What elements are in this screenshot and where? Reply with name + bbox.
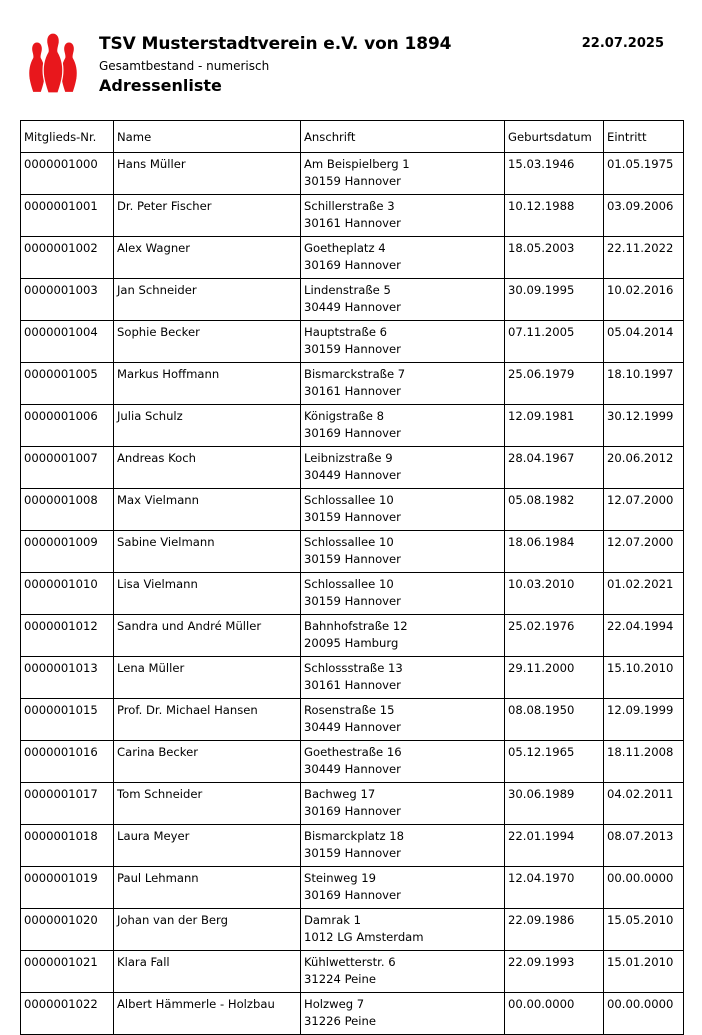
entry-date-cell (604, 741, 684, 783)
cell-text-birth: 08.08.1950 (508, 703, 575, 717)
cell-text-nr: 0000001002 (24, 241, 98, 255)
cell-text-name: Andreas Koch (117, 451, 196, 465)
cell-text-street: Bahnhofstraße 12 (304, 619, 408, 633)
entry-date-cell (604, 783, 684, 825)
cell-text-street: Königstraße 8 (304, 409, 385, 423)
cell-text-entry: 12.07.2000 (607, 535, 674, 549)
birth-date-cell (505, 489, 604, 531)
cell-text-street: Damrak 1 (304, 913, 361, 927)
cell-text-entry: 15.10.2010 (607, 661, 674, 675)
birth-date-cell (505, 447, 604, 489)
entry-date-cell (604, 195, 684, 237)
cell-text-city: 30169 Hannover (304, 888, 401, 902)
member-number-cell (21, 909, 114, 951)
member-number-cell (21, 447, 114, 489)
birth-date-cell (505, 699, 604, 741)
cell-text-city: 30449 Hannover (304, 720, 401, 734)
cell-text-name: Paul Lehmann (117, 871, 199, 885)
column-header-member-number: Mitglieds-Nr. (21, 121, 114, 153)
entry-date-cell (604, 909, 684, 951)
report-date: 22.07.2025 (581, 36, 664, 51)
cell-text-name: Carina Becker (117, 745, 198, 759)
table-row (21, 195, 684, 237)
member-number-cell (21, 573, 114, 615)
cell-text-name: Jan Schneider (117, 283, 197, 297)
cell-text-street: Kühlwetterstr. 6 (304, 955, 396, 969)
cell-text-birth: 25.02.1976 (508, 619, 575, 633)
cell-text-entry: 03.09.2006 (607, 199, 674, 213)
cell-text-nr: 0000001020 (24, 913, 98, 927)
cell-text-entry: 10.02.2016 (607, 283, 674, 297)
member-name-cell (114, 867, 301, 909)
bowling-pin-3 (43, 33, 63, 93)
cell-text-nr: 0000001013 (24, 661, 98, 675)
member-name-cell (114, 237, 301, 279)
member-address-cell (301, 363, 505, 405)
cell-text-birth: 10.03.2010 (508, 577, 575, 591)
cell-text-street: Schillerstraße 3 (304, 199, 395, 213)
cell-text-birth: 25.06.1979 (508, 367, 575, 381)
cell-text-entry: 12.07.2000 (607, 493, 674, 507)
cell-text-nr: 0000001021 (24, 955, 98, 969)
table-row (21, 363, 684, 405)
table-row (21, 615, 684, 657)
birth-date-cell (505, 741, 604, 783)
table-row (21, 489, 684, 531)
table-row (21, 153, 684, 195)
cell-text-nr: 0000001005 (24, 367, 98, 381)
table-row (21, 909, 684, 951)
cell-text-nr: 0000001004 (24, 325, 98, 339)
member-number-cell (21, 783, 114, 825)
member-name-cell (114, 783, 301, 825)
cell-text-city: 30449 Hannover (304, 468, 401, 482)
cell-text-city: 30161 Hannover (304, 678, 401, 692)
cell-text-birth: 12.04.1970 (508, 871, 575, 885)
cell-text-entry: 01.02.2021 (607, 577, 674, 591)
cell-text-entry: 12.09.1999 (607, 703, 674, 717)
member-name-cell (114, 195, 301, 237)
table-row (21, 447, 684, 489)
entry-date-cell (604, 573, 684, 615)
member-address-cell (301, 867, 505, 909)
cell-text-entry: 08.07.2013 (607, 829, 674, 843)
cell-text-city: 30169 Hannover (304, 258, 401, 272)
birth-date-cell (505, 573, 604, 615)
cell-text-entry: 05.04.2014 (607, 325, 674, 339)
member-number-cell (21, 615, 114, 657)
cell-text-entry: 30.12.1999 (607, 409, 674, 423)
cell-text-name: Albert Hämmerle - Holzbau (117, 997, 275, 1011)
cell-text-city: 31224 Peine (304, 972, 376, 986)
member-number-cell (21, 741, 114, 783)
cell-text-street: Bismarckstraße 7 (304, 367, 406, 381)
cell-text-entry: 00.00.0000 (607, 871, 674, 885)
birth-date-cell (505, 321, 604, 363)
member-number-cell (21, 405, 114, 447)
birth-date-cell (505, 867, 604, 909)
table-header-row (21, 121, 684, 153)
cell-text-city: 30169 Hannover (304, 426, 401, 440)
member-address-table (20, 120, 684, 1035)
member-address-cell (301, 825, 505, 867)
cell-text-entry: 15.01.2010 (607, 955, 674, 969)
cell-text-entry: 15.05.2010 (607, 913, 674, 927)
cell-text-nr: 0000001015 (24, 703, 98, 717)
member-address-cell (301, 909, 505, 951)
cell-text-city: 30159 Hannover (304, 174, 401, 188)
member-address-cell (301, 531, 505, 573)
cell-text-name: Julia Schulz (117, 409, 183, 423)
entry-date-cell (604, 867, 684, 909)
member-name-cell (114, 909, 301, 951)
table-row (21, 783, 684, 825)
cell-text-street: Schlossstraße 13 (304, 661, 403, 675)
cell-text-nr: 0000001017 (24, 787, 98, 801)
cell-text-birth: 10.12.1988 (508, 199, 575, 213)
member-number-cell (21, 153, 114, 195)
cell-text-entry: 00.00.0000 (607, 997, 674, 1011)
member-number-cell (21, 279, 114, 321)
cell-text-city: 30161 Hannover (304, 216, 401, 230)
cell-text-entry: 04.02.2011 (607, 787, 674, 801)
cell-text-birth: 22.01.1994 (508, 829, 575, 843)
birth-date-cell (505, 657, 604, 699)
member-name-cell (114, 279, 301, 321)
member-address-cell (301, 321, 505, 363)
member-address-cell (301, 279, 505, 321)
birth-date-cell (505, 783, 604, 825)
table-row (21, 699, 684, 741)
cell-text-street: Holzweg 7 (304, 997, 365, 1011)
member-number-cell (21, 363, 114, 405)
column-header-entry-date: Eintritt (604, 121, 684, 153)
birth-date-cell (505, 153, 604, 195)
entry-date-cell (604, 447, 684, 489)
cell-text-entry: 18.11.2008 (607, 745, 674, 759)
cell-text-street: Bachweg 17 (304, 787, 376, 801)
cell-text-nr: 0000001012 (24, 619, 98, 633)
member-name-cell (114, 321, 301, 363)
cell-text-street: Leibnizstraße 9 (304, 451, 393, 465)
column-header-address: Anschrift (301, 121, 505, 153)
cell-text-name: Laura Meyer (117, 829, 190, 843)
entry-date-cell (604, 153, 684, 195)
member-name-cell (114, 951, 301, 993)
cell-text-street: Am Beispielberg 1 (304, 157, 410, 171)
club-name: TSV Musterstadtverein e.V. von 1894 (99, 34, 452, 54)
entry-date-cell (604, 825, 684, 867)
member-name-cell (114, 447, 301, 489)
table-row (21, 867, 684, 909)
birth-date-cell (505, 237, 604, 279)
cell-text-nr: 0000001019 (24, 871, 98, 885)
cell-text-birth: 05.08.1982 (508, 493, 575, 507)
entry-date-cell (604, 657, 684, 699)
cell-text-city: 30159 Hannover (304, 594, 401, 608)
cell-text-city: 30161 Hannover (304, 384, 401, 398)
member-name-cell (114, 363, 301, 405)
birth-date-cell (505, 363, 604, 405)
cell-text-name: Sophie Becker (117, 325, 200, 339)
table-row (21, 321, 684, 363)
cell-text-street: Goetheplatz 4 (304, 241, 386, 255)
entry-date-cell (604, 615, 684, 657)
column-header-birth-date: Geburtsdatum (505, 121, 604, 153)
cell-text-name: Dr. Peter Fischer (117, 199, 212, 213)
cell-text-street: Rosenstraße 15 (304, 703, 395, 717)
cell-text-nr: 0000001000 (24, 157, 98, 171)
member-name-cell (114, 615, 301, 657)
member-name-cell (114, 825, 301, 867)
member-address-cell (301, 741, 505, 783)
member-name-cell (114, 531, 301, 573)
report-subtitle: Gesamtbestand - numerisch (99, 59, 270, 73)
cell-text-street: Lindenstraße 5 (304, 283, 391, 297)
cell-text-city: 30159 Hannover (304, 846, 401, 860)
cell-text-street: Bismarckplatz 18 (304, 829, 404, 843)
table-row (21, 993, 684, 1035)
table-row (21, 951, 684, 993)
cell-text-birth: 15.03.1946 (508, 157, 575, 171)
entry-date-cell (604, 699, 684, 741)
cell-text-birth: 30.09.1995 (508, 283, 575, 297)
member-address-cell (301, 447, 505, 489)
entry-date-cell (604, 237, 684, 279)
member-address-cell (301, 951, 505, 993)
cell-text-birth: 05.12.1965 (508, 745, 575, 759)
cell-text-entry: 01.05.1975 (607, 157, 674, 171)
cell-text-city: 20095 Hamburg (304, 636, 399, 650)
cell-text-birth: 07.11.2005 (508, 325, 575, 339)
entry-date-cell (604, 951, 684, 993)
cell-text-birth: 00.00.0000 (508, 997, 575, 1011)
birth-date-cell (505, 909, 604, 951)
member-number-cell (21, 993, 114, 1035)
cell-text-name: Markus Hoffmann (117, 367, 220, 381)
cell-text-nr: 0000001022 (24, 997, 98, 1011)
member-number-cell (21, 699, 114, 741)
birth-date-cell (505, 195, 604, 237)
cell-text-birth: 22.09.1993 (508, 955, 575, 969)
cell-text-name: Hans Müller (117, 157, 186, 171)
birth-date-cell (505, 951, 604, 993)
entry-date-cell (604, 993, 684, 1035)
table-row (21, 531, 684, 573)
cell-text-name: Johan van der Berg (117, 913, 228, 927)
member-address-cell (301, 657, 505, 699)
member-address-cell (301, 405, 505, 447)
member-number-cell (21, 867, 114, 909)
birth-date-cell (505, 405, 604, 447)
table-row (21, 573, 684, 615)
birth-date-cell (505, 279, 604, 321)
entry-date-cell (604, 321, 684, 363)
entry-date-cell (604, 363, 684, 405)
cell-text-birth: 29.11.2000 (508, 661, 575, 675)
entry-date-cell (604, 405, 684, 447)
cell-text-birth: 22.09.1986 (508, 913, 575, 927)
cell-text-nr: 0000001001 (24, 199, 98, 213)
cell-text-nr: 0000001009 (24, 535, 98, 549)
birth-date-cell (505, 825, 604, 867)
member-number-cell (21, 237, 114, 279)
cell-text-nr: 0000001018 (24, 829, 98, 843)
cell-text-name: Lena Müller (117, 661, 185, 675)
cell-text-city: 30449 Hannover (304, 762, 401, 776)
table-row (21, 405, 684, 447)
cell-text-nr: 0000001007 (24, 451, 98, 465)
table-row (21, 279, 684, 321)
member-name-cell (114, 657, 301, 699)
cell-text-name: Alex Wagner (117, 241, 191, 255)
table-row (21, 657, 684, 699)
member-name-cell (114, 153, 301, 195)
cell-text-city: 30159 Hannover (304, 510, 401, 524)
cell-text-name: Prof. Dr. Michael Hansen (117, 703, 258, 717)
cell-text-street: Schlossallee 10 (304, 577, 394, 591)
member-name-cell (114, 489, 301, 531)
member-name-cell (114, 741, 301, 783)
cell-text-street: Schlossallee 10 (304, 535, 394, 549)
cell-text-street: Goethestraße 16 (304, 745, 402, 759)
member-name-cell (114, 573, 301, 615)
member-address-cell (301, 153, 505, 195)
cell-text-street: Schlossallee 10 (304, 493, 394, 507)
member-address-cell (301, 573, 505, 615)
member-number-cell (21, 825, 114, 867)
member-address-cell (301, 237, 505, 279)
cell-text-nr: 0000001008 (24, 493, 98, 507)
birth-date-cell (505, 531, 604, 573)
member-address-cell (301, 195, 505, 237)
cell-text-nr: 0000001006 (24, 409, 98, 423)
cell-text-entry: 18.10.1997 (607, 367, 674, 381)
cell-text-city: 31226 Peine (304, 1014, 376, 1028)
member-name-cell (114, 699, 301, 741)
table-row (21, 237, 684, 279)
birth-date-cell (505, 615, 604, 657)
cell-text-entry: 22.04.1994 (607, 619, 674, 633)
cell-text-street: Hauptstraße 6 (304, 325, 388, 339)
cell-text-entry: 22.11.2022 (607, 241, 674, 255)
cell-text-name: Klara Fall (117, 955, 170, 969)
member-name-cell (114, 993, 301, 1035)
cell-text-city: 30159 Hannover (304, 552, 401, 566)
cell-text-street: Steinweg 19 (304, 871, 377, 885)
entry-date-cell (604, 279, 684, 321)
cell-text-city: 1012 LG Amsterdam (304, 930, 424, 944)
cell-text-birth: 18.06.1984 (508, 535, 575, 549)
table-row (21, 825, 684, 867)
member-name-cell (114, 405, 301, 447)
table-row (21, 741, 684, 783)
cell-text-name: Max Vielmann (117, 493, 199, 507)
cell-text-city: 30449 Hannover (304, 300, 401, 314)
member-number-cell (21, 951, 114, 993)
cell-text-name: Lisa Vielmann (117, 577, 198, 591)
entry-date-cell (604, 489, 684, 531)
member-number-cell (21, 657, 114, 699)
entry-date-cell (604, 531, 684, 573)
page-title: Adressenliste (99, 76, 222, 95)
cell-text-name: Sandra und André Müller (117, 619, 262, 633)
bowling-pins-icon (24, 32, 82, 94)
cell-text-city: 30159 Hannover (304, 342, 401, 356)
cell-text-birth: 30.06.1989 (508, 787, 575, 801)
member-number-cell (21, 195, 114, 237)
member-address-cell (301, 699, 505, 741)
column-header-name: Name (114, 121, 301, 153)
cell-text-birth: 12.09.1981 (508, 409, 575, 423)
member-number-cell (21, 321, 114, 363)
cell-text-nr: 0000001003 (24, 283, 98, 297)
cell-text-name: Sabine Vielmann (117, 535, 215, 549)
member-address-cell (301, 993, 505, 1035)
member-number-cell (21, 489, 114, 531)
cell-text-name: Tom Schneider (117, 787, 203, 801)
member-address-cell (301, 489, 505, 531)
member-address-cell (301, 615, 505, 657)
member-address-cell (301, 783, 505, 825)
birth-date-cell (505, 993, 604, 1035)
cell-text-nr: 0000001016 (24, 745, 98, 759)
cell-text-entry: 20.06.2012 (607, 451, 674, 465)
cell-text-birth: 18.05.2003 (508, 241, 575, 255)
member-number-cell (21, 531, 114, 573)
cell-text-birth: 28.04.1967 (508, 451, 575, 465)
cell-text-city: 30169 Hannover (304, 804, 401, 818)
cell-text-nr: 0000001010 (24, 577, 98, 591)
